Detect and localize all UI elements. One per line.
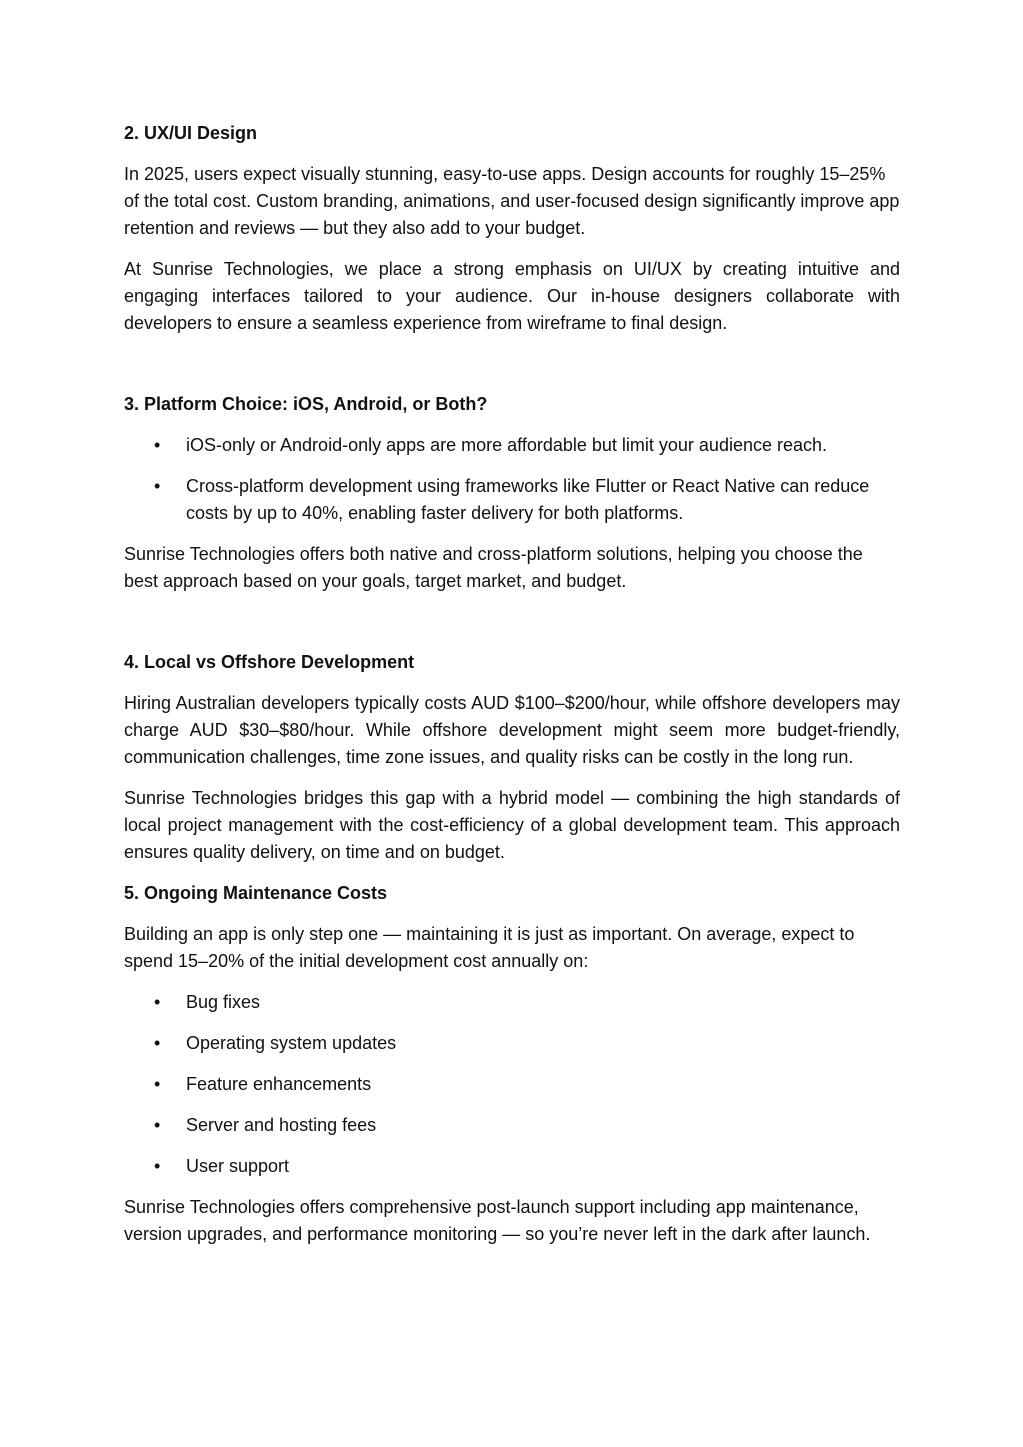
list-item-text: Feature enhancements xyxy=(186,1074,372,1094)
section-ongoing-maintenance xyxy=(124,880,900,1248)
list-item xyxy=(124,1071,900,1098)
list-item xyxy=(124,1153,900,1180)
bullet-icon: • xyxy=(154,1115,161,1135)
section-ux-ui-design xyxy=(124,120,900,337)
list-item xyxy=(124,1112,900,1139)
section-spacer xyxy=(124,609,900,649)
bullet-list xyxy=(124,989,900,1180)
paragraph: Building an app is only step one — maintaining it is just as important. On average, expect to spend 15–20% of the initial development cost annually on: xyxy=(124,924,855,971)
bullet-list xyxy=(124,432,900,527)
section-heading: 5. Ongoing Maintenance Costs xyxy=(124,883,388,903)
paragraph: Sunrise Technologies offers comprehensive post-launch support including app maintenance, version upgrades, and performance monitoring — so you’re never left in the dark after launch. xyxy=(124,1197,871,1244)
section-spacer xyxy=(124,351,900,391)
list-item xyxy=(124,1030,900,1057)
list-item-text: Cross-platform development using frameworks like Flutter or React Native can reduce costs by up to 40%, enabling faster delivery for both platforms. xyxy=(186,476,870,523)
bullet-icon: • xyxy=(154,1074,161,1094)
paragraph: In 2025, users expect visually stunning, easy-to-use apps. Design accounts for roughly 15–25% of the total cost. Custom branding, animations, and user-focused design significantly improve app retention and reviews — but they also add to your budget. xyxy=(124,164,900,238)
paragraph: Hiring Australian developers typically costs AUD $100–$200/hour, while offshore developers may charge AUD $30–$80/hour. While offshore development might seem more budget-friendly, communication challenges, time zone issues, and quality risks can be costly in the long run. xyxy=(124,693,900,767)
list-item-text: iOS-only or Android-only apps are more affordable but limit your audience reach. xyxy=(186,435,828,455)
list-item xyxy=(124,473,900,527)
paragraph: Sunrise Technologies offers both native and cross-platform solutions, helping you choose the best approach based on your goals, target market, and budget. xyxy=(124,544,863,591)
bullet-icon: • xyxy=(154,435,161,455)
section-heading: 4. Local vs Offshore Development xyxy=(124,652,415,672)
list-item-text: User support xyxy=(186,1156,290,1176)
paragraph: Sunrise Technologies bridges this gap with a hybrid model — combining the high standards of local project management with the cost-efficiency of a global development team. This approach ensures quality delivery, on time and on budget. xyxy=(124,788,900,862)
list-item-text: Server and hosting fees xyxy=(186,1115,377,1135)
list-item-text: Operating system updates xyxy=(186,1033,397,1053)
section-heading: 3. Platform Choice: iOS, Android, or Both? xyxy=(124,394,488,414)
list-item xyxy=(124,432,900,459)
section-platform-choice xyxy=(124,391,900,595)
bullet-icon: • xyxy=(154,992,161,1012)
list-item xyxy=(124,989,900,1016)
section-heading: 2. UX/UI Design xyxy=(124,123,258,143)
bullet-icon: • xyxy=(154,1156,161,1176)
bullet-icon: • xyxy=(154,476,161,496)
paragraph: At Sunrise Technologies, we place a strong emphasis on UI/UX by creating intuitive and engaging interfaces tailored to your audience. Our in-house designers collaborate with developers to ensure a seamless experience from wireframe to final design. xyxy=(124,259,900,333)
section-local-vs-offshore xyxy=(124,649,900,866)
list-item-text: Bug fixes xyxy=(186,992,261,1012)
document-page xyxy=(124,120,900,1262)
bullet-icon: • xyxy=(154,1033,161,1053)
